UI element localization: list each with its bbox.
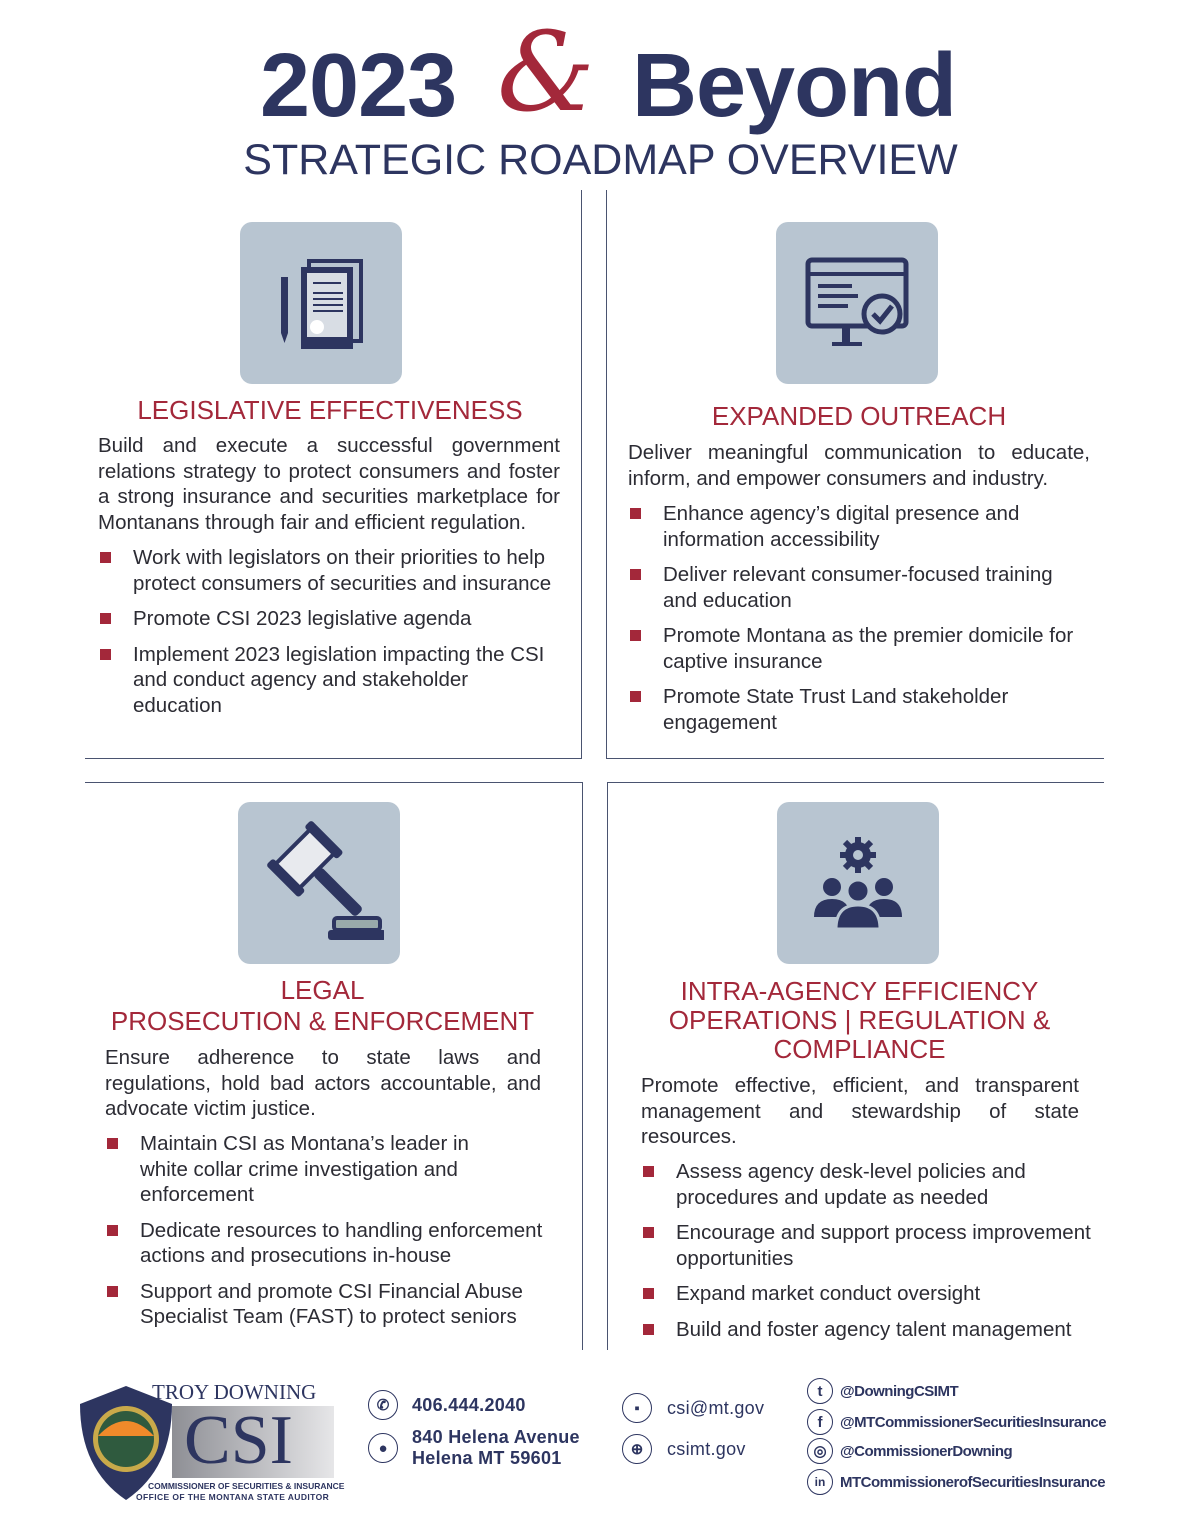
list-item: Dedicate resources to handling enforcement actions and prosecutions in-house [105,1218,550,1269]
heading-line: OPERATIONS | REGULATION & [668,1005,1051,1035]
section-heading: EXPANDED OUTREACH [711,401,1007,431]
phone-number[interactable]: 406.444.2040 [412,1395,526,1415]
subtitle: STRATEGIC ROADMAP OVERVIEW [243,136,958,184]
section-description: Ensure adherence to state laws and regulations, hold bad actors accountable, and advocate victim justice. [105,1046,541,1120]
list-item: Maintain CSI as Montana’s leader in white collar crime investigation and enforcement [105,1131,550,1208]
title-beyond: Beyond [632,36,957,136]
section-heading [85,976,560,1036]
bullet-list [105,1131,550,1340]
logo-name: TROY DOWNING [152,1380,317,1404]
document-pen-icon [240,222,402,384]
list-item: Expand market conduct oversight [641,1281,1091,1307]
list-item: Promote CSI 2023 legislative agenda [98,606,560,632]
list-item: Encourage and support process improvement opportunities [641,1220,1091,1271]
globe-icon: ⊕ [622,1434,652,1464]
section-description: Build and execute a successful government relations strategy to protect consumers and foster a strong insurance and securities marketplace for Montanans through fair and efficient regulation. [98,434,560,534]
address-line1: 840 Helena Avenue [412,1427,580,1447]
logo-line2: OFFICE OF THE MONTANA STATE AUDITOR [136,1492,330,1502]
divider [85,782,582,783]
divider [607,782,608,1350]
bullet-list [628,501,1090,745]
title-year: 2023 [260,36,457,136]
divider [582,782,583,1350]
section-heading [607,977,1112,1064]
twitter-handle[interactable]: @DowningCSIMT [840,1383,959,1400]
list-item: Support and promote CSI Financial Abuse Specialist Team (FAST) to protect seniors [105,1279,550,1330]
heading-line: INTRA-AGENCY EFFICIENCY [680,976,1039,1006]
logo-mark: CSI [184,1402,293,1479]
section-description: Promote effective, efficient, and transparent management and stewardship of state resources. [641,1074,1079,1148]
divider [607,782,1104,783]
csi-logo [76,1380,345,1505]
list-item: Enhance agency’s digital presence and information accessibility [628,501,1090,552]
email-link[interactable]: csi@mt.gov [667,1398,765,1418]
bullet-list [641,1159,1091,1352]
list-item: Promote State Trust Land stakeholder engagement [628,684,1090,735]
facebook-icon: f [807,1409,833,1435]
instagram-icon: ◎ [807,1438,833,1464]
linkedin-icon: in [807,1469,833,1495]
website-link[interactable]: csimt.gov [667,1439,746,1459]
list-item: Deliver relevant consumer-focused training and education [628,562,1090,613]
location-pin-icon: ● [368,1433,398,1463]
section-heading: LEGISLATIVE EFFECTIVENESS [137,395,523,425]
instagram-handle[interactable]: @CommissionerDowning [840,1443,1013,1460]
divider [85,758,582,759]
phone-icon: ✆ [368,1390,398,1420]
title-ampersand: & [497,8,595,136]
bullet-list [98,545,560,728]
section-description: Deliver meaningful communication to educate, inform, and empower consumers and industry. [628,441,1090,490]
heading-line: LEGAL [280,975,365,1005]
monitor-check-icon [776,222,938,384]
list-item: Work with legislators on their priorities to help protect consumers of securities and insurance [98,545,560,596]
chat-icon: ▪ [622,1393,652,1423]
linkedin-handle[interactable]: MTCommissionerofSecuritiesInsurance [840,1474,1106,1491]
logo-line1: COMMISSIONER OF SECURITIES & INSURANCE [148,1481,345,1491]
divider [581,190,582,758]
list-item: Implement 2023 legislation impacting the CSI and conduct agency and stakeholder education [98,642,560,719]
divider [606,758,1104,759]
list-item: Build and foster agency talent management [641,1317,1091,1343]
divider [606,190,607,758]
list-item: Assess agency desk-level policies and procedures and update as needed [641,1159,1091,1210]
facebook-handle[interactable]: @MTCommissionerSecuritiesInsurance [840,1414,1107,1431]
address-line2: Helena MT 59601 [412,1448,562,1468]
team-gear-icon [777,802,939,964]
twitter-icon: t [807,1378,833,1404]
gavel-icon [238,802,400,964]
heading-line: PROSECUTION & ENFORCEMENT [110,1006,535,1036]
list-item: Promote Montana as the premier domicile for captive insurance [628,623,1090,674]
heading-line: COMPLIANCE [773,1034,946,1064]
